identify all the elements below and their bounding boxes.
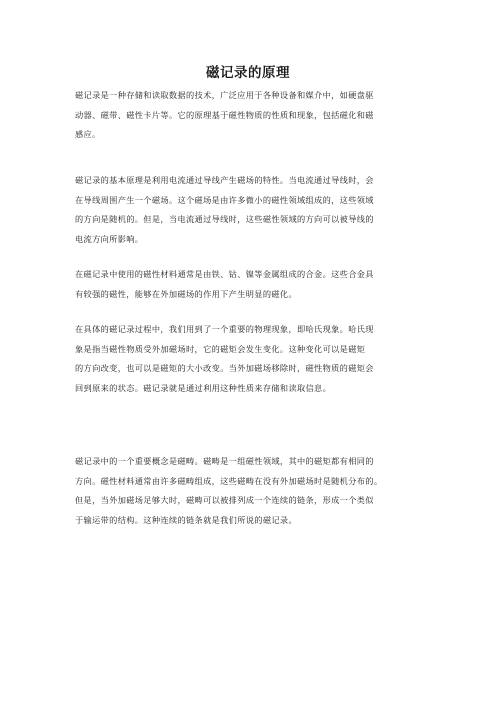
paragraph-line: 回到原来的状态。磁记录就是通过利用这种性质来存储和读取信息。 bbox=[75, 382, 332, 393]
paragraph-line: 有较强的磁性，能够在外加磁场的作用下产生明显的磁化。 bbox=[75, 288, 297, 299]
paragraph-line: 磁记录中的一个重要概念是磁畴。磁畴是一组磁性领域，其中的磁矩都有相同的 bbox=[75, 456, 374, 466]
paragraph-line: 的方向改变，也可以是磁矩的大小改变。当外加磁场移除时，磁性物质的磁矩会 bbox=[75, 363, 374, 373]
paragraph-line: 在具体的磁记录过程中，我们用到了一个重要的物理现象，即哈氏现象。哈氏现 bbox=[75, 324, 374, 334]
paragraph-line: 于输运带的结构。这种连续的链条就是我们所说的磁记录。 bbox=[75, 514, 297, 525]
paragraph-line: 方向。磁性材料通常由许多磁畴组成，这些磁畴在没有外加磁场时是随机分布的。 bbox=[75, 475, 383, 486]
paragraph-1 bbox=[75, 86, 425, 145]
paragraph-line: 磁记录的基本原理是利用电流通过导线产生磁场的特性。当电流通过导线时，会 bbox=[75, 175, 374, 185]
paragraph-line: 的方向是随机的。但是，当电流通过导线时，这些磁性领域的方向可以被导线的 bbox=[75, 214, 374, 224]
paragraph-line: 感应。 bbox=[75, 129, 101, 139]
paragraph-3 bbox=[75, 265, 425, 304]
paragraph-5 bbox=[75, 452, 425, 530]
document-title: 磁记录的原理 bbox=[206, 65, 290, 81]
paragraph-line: 但是，当外加磁场足够大时，磁畴可以被排列成一个连续的链条，形成一个类似 bbox=[75, 495, 374, 505]
paragraph-line: 在导线周围产生一个磁场。这个磁场是由许多微小的磁性领域组成的，这些领域 bbox=[75, 194, 374, 205]
paragraph-2 bbox=[75, 171, 425, 249]
paragraph-line: 电流方向所影响。 bbox=[75, 233, 144, 244]
paragraph-line: 动器、磁带、磁性卡片等。它的原理基于磁性物质的性质和现象，包括磁化和磁 bbox=[75, 109, 374, 120]
paragraph-line: 磁记录是一种存储和读取数据的技术，广泛应用于各种设备和媒介中，如硬盘驱 bbox=[75, 90, 374, 100]
paragraph-line: 在磁记录中使用的磁性材料通常是由铁、钴、镍等金属组成的合金。这些合金具 bbox=[75, 269, 374, 279]
paragraph-4 bbox=[75, 320, 425, 398]
paragraph-line: 象是指当磁性物质受外加磁场时，它的磁矩会发生变化。这种变化可以是磁矩 bbox=[75, 343, 366, 354]
